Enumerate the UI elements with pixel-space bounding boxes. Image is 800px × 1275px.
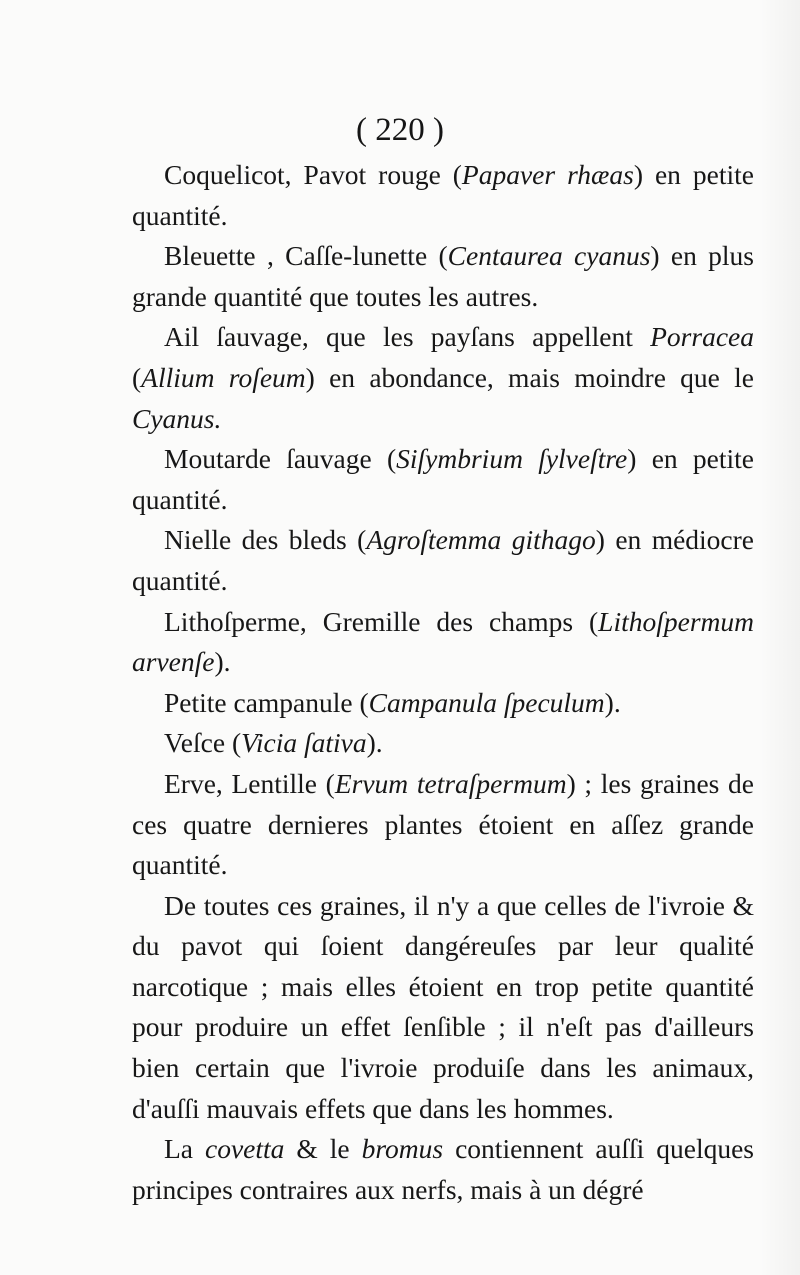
paragraph	[132, 236, 754, 317]
text-run: Erve, Lentille (	[164, 767, 335, 799]
italic-text: Campanula ſpeculum	[368, 686, 605, 718]
body-text	[132, 155, 754, 1210]
italic-text: Centaurea cyanus	[447, 240, 651, 272]
text-run: ) en médiocre quantité.	[132, 524, 755, 596]
text-run: De toutes ces graines, il n'y a que celles de l'ivroie & du pavot qui ſoient dangéreuſes par leur qualité narcotique ; mais elles étoient en trop petite quantité pour produire un effet ſenſible ; il n'eſt pas d'ailleurs bien certain que l'ivroie produiſe dans les animaux, d'auſſi mauvais effets que dans les hommes.	[132, 889, 754, 1124]
text-run: ) ; les graines de ces quatre dernieres plantes étoient en aſſez grande quantité.	[132, 767, 755, 881]
italic-text: bromus	[361, 1133, 444, 1165]
text-run: contiennent auſſi quelques principes contraires aux nerfs, mais à un dégré	[132, 1133, 754, 1205]
italic-text: Siſymbrium ſylveſtre	[396, 443, 628, 475]
paragraph	[132, 764, 754, 886]
italic-text: Ervum tetraſpermum	[334, 767, 567, 799]
paragraph	[132, 1129, 754, 1210]
paragraph	[132, 439, 754, 520]
text-run: Coquelicot, Pavot rouge (	[164, 159, 462, 190]
text-run: (	[132, 361, 142, 393]
paragraph	[132, 723, 754, 764]
paragraph	[132, 683, 754, 724]
text-run: ).	[214, 646, 231, 678]
text-run: ) en petite quantité.	[132, 159, 754, 231]
text-run: ) en abondance, mais moindre que le	[305, 361, 755, 393]
paragraph	[132, 886, 754, 1130]
paragraph	[132, 520, 754, 601]
paragraph	[132, 155, 754, 236]
italic-text: Papaver rhæas	[461, 159, 634, 190]
text-run: Moutarde ſauvage (	[164, 443, 397, 475]
italic-text: Agroſtemma githago	[366, 524, 596, 556]
text-run: Bleuette , Caſſe-lunette (	[164, 240, 448, 272]
text-run: ) en petite quantité.	[132, 443, 754, 515]
text-run: ) en plus grande quantité que toutes les autres.	[132, 240, 754, 312]
italic-text: Vicia ſativa	[241, 727, 367, 759]
text-run: ).	[366, 727, 383, 759]
italic-text: Cyanus.	[132, 402, 222, 434]
paragraph	[132, 317, 754, 439]
text-run: Petite campanule (	[164, 686, 369, 718]
italic-text: Lithoſpermum arvenſe	[132, 605, 754, 678]
text-run: Veſce (	[164, 727, 242, 759]
italic-text: Porracea	[650, 321, 754, 353]
text-run: & le	[284, 1133, 362, 1165]
text-run: Ail ſauvage, que les payſans appellent	[164, 321, 651, 353]
text-run: ).	[604, 686, 621, 718]
page-number: ( 220 )	[356, 112, 444, 148]
text-run: Lithoſperme, Gremille des champs (	[164, 605, 599, 637]
text-run: La	[164, 1133, 205, 1165]
text-run: Nielle des bleds (	[164, 524, 367, 556]
italic-text: Allium roſeum	[141, 361, 306, 393]
page-edge-shadow	[760, 0, 800, 1275]
italic-text: covetta	[205, 1133, 285, 1165]
paragraph	[132, 602, 754, 683]
